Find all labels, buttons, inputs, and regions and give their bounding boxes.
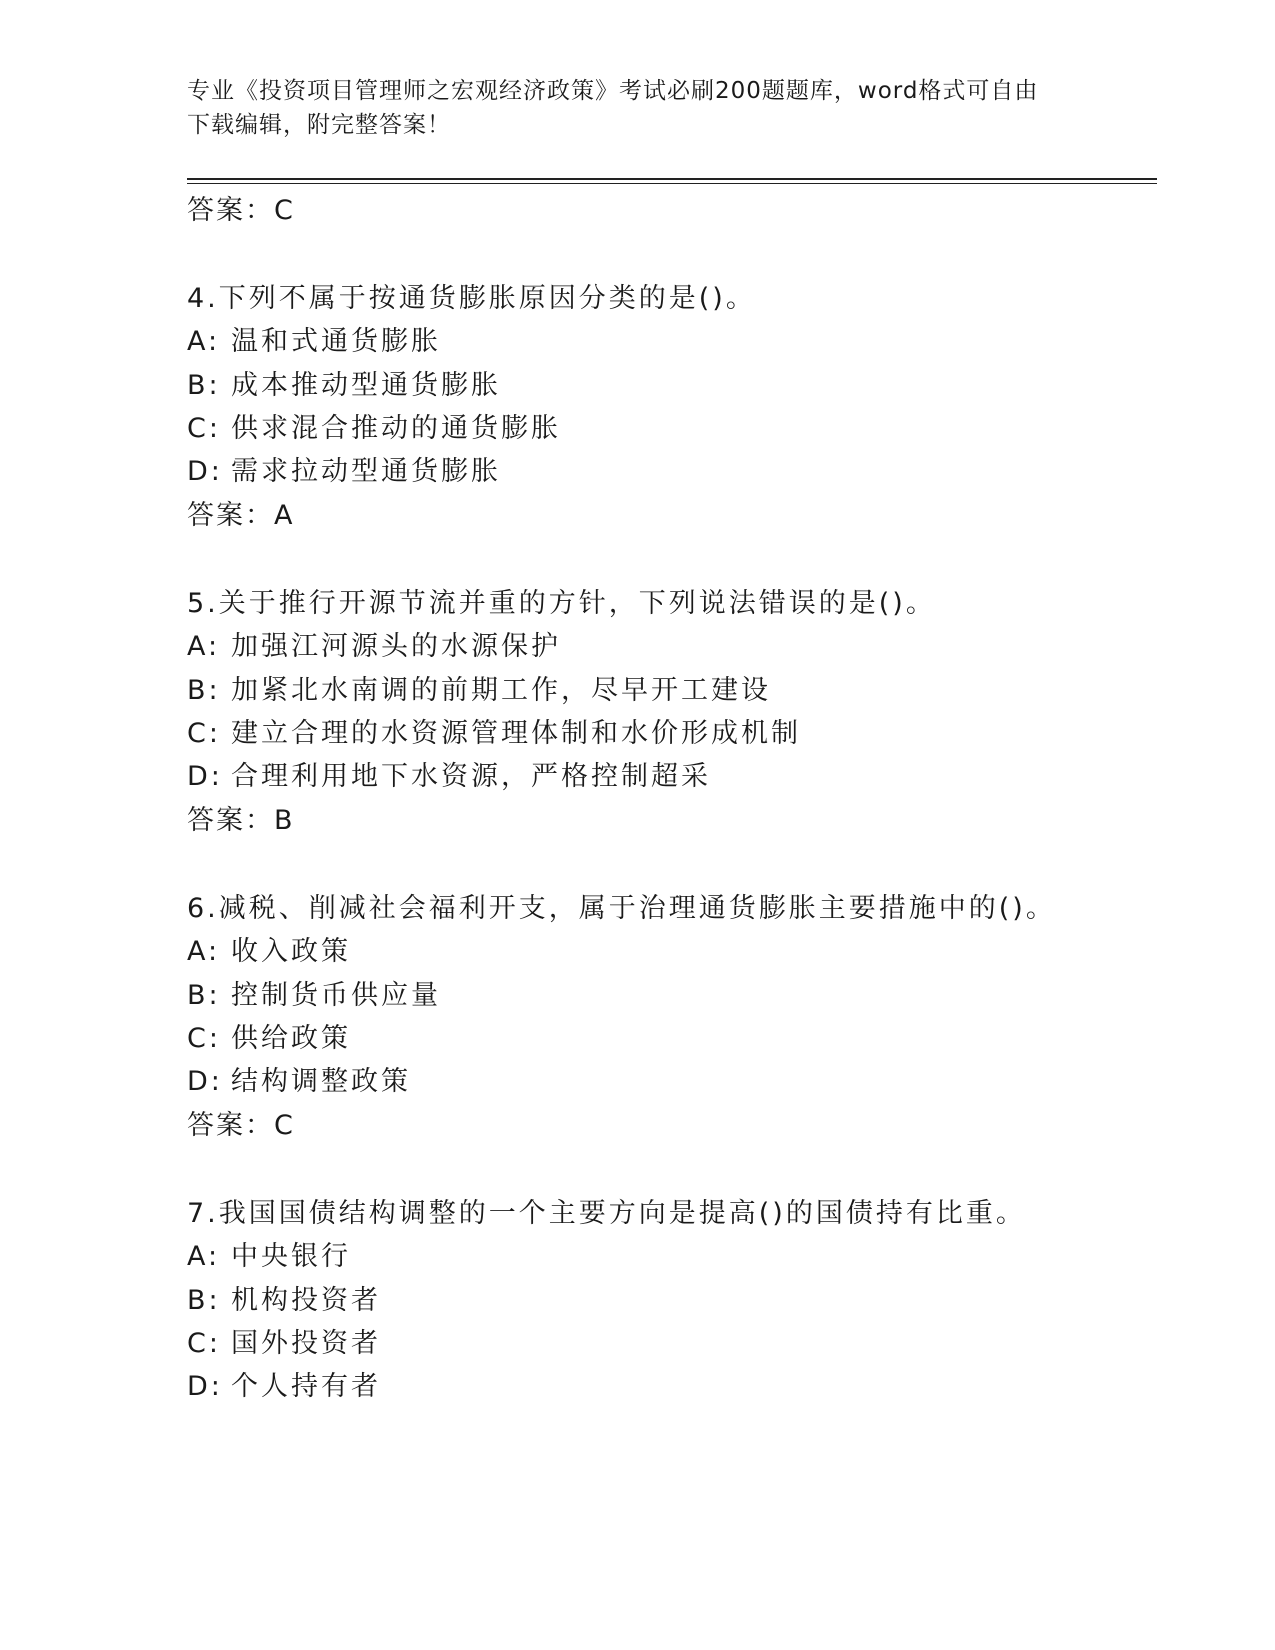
question-stem: 4.下列不属于按通货膨胀原因分类的是()。 [187,283,756,314]
option-letter: C: [187,718,221,749]
option-text: 个人持有者 [231,1371,381,1402]
option-a [187,1234,351,1273]
option-letter: B: [187,675,221,706]
header-line-1: 专业《投资项目管理师之宏观经济政策》考试必刷200题题库，word格式可自由 [187,78,1039,104]
option-text: 供给政策 [231,1023,351,1054]
option-letter: B: [187,1285,221,1316]
option-d [187,754,711,793]
option-text: 温和式通货膨胀 [231,326,441,357]
option-text: 加强江河源头的水源保护 [231,631,561,662]
option-text: 供求混合推动的通货膨胀 [231,413,561,444]
option-d [187,1059,411,1098]
option-letter: A: [187,326,221,357]
option-b [187,363,501,402]
option-letter: D: [187,761,223,792]
header-divider [187,178,1157,184]
option-text: 建立合理的水资源管理体制和水价形成机制 [231,718,801,749]
option-text: 机构投资者 [231,1285,381,1316]
option-text: 收入政策 [231,936,351,967]
option-letter: C: [187,1328,221,1359]
option-text: 成本推动型通货膨胀 [231,370,501,401]
option-a [187,929,351,968]
question-stem: 7.我国国债结构调整的一个主要方向是提高()的国债持有比重。 [187,1198,1026,1229]
option-text: 加紧北水南调的前期工作，尽早开工建设 [231,675,771,706]
option-a [187,624,561,663]
option-c [187,1016,351,1055]
option-a [187,319,441,358]
option-letter: C: [187,1023,221,1054]
option-b [187,973,441,1012]
option-letter: B: [187,980,221,1011]
answer-line: 答案：C [187,195,295,226]
option-c [187,1321,381,1360]
option-c [187,406,561,445]
answer-line: 答案：C [187,1110,295,1141]
answer-line: 答案：A [187,500,295,531]
question-stem: 5.关于推行开源节流并重的方针，下列说法错误的是()。 [187,588,936,619]
option-text: 需求拉动型通货膨胀 [231,456,501,487]
option-letter: D: [187,456,223,487]
option-c [187,711,801,750]
question-stem: 6.减税、削减社会福利开支，属于治理通货膨胀主要措施中的()。 [187,893,1056,924]
option-text: 中央银行 [231,1241,351,1272]
option-letter: D: [187,1066,223,1097]
option-letter: A: [187,631,221,662]
option-letter: C: [187,413,221,444]
header-line-2: 下载编辑，附完整答案！ [187,112,451,138]
option-d [187,1364,381,1403]
option-text: 国外投资者 [231,1328,381,1359]
option-text: 控制货币供应量 [231,980,441,1011]
option-text: 结构调整政策 [231,1066,411,1097]
option-letter: D: [187,1371,223,1402]
option-b [187,668,771,707]
option-letter: A: [187,1241,221,1272]
document-header [187,74,1087,142]
option-b [187,1278,381,1317]
option-letter: A: [187,936,221,967]
option-text: 合理利用地下水资源，严格控制超采 [231,761,711,792]
answer-line: 答案：B [187,805,295,836]
option-d [187,449,501,488]
option-letter: B: [187,370,221,401]
